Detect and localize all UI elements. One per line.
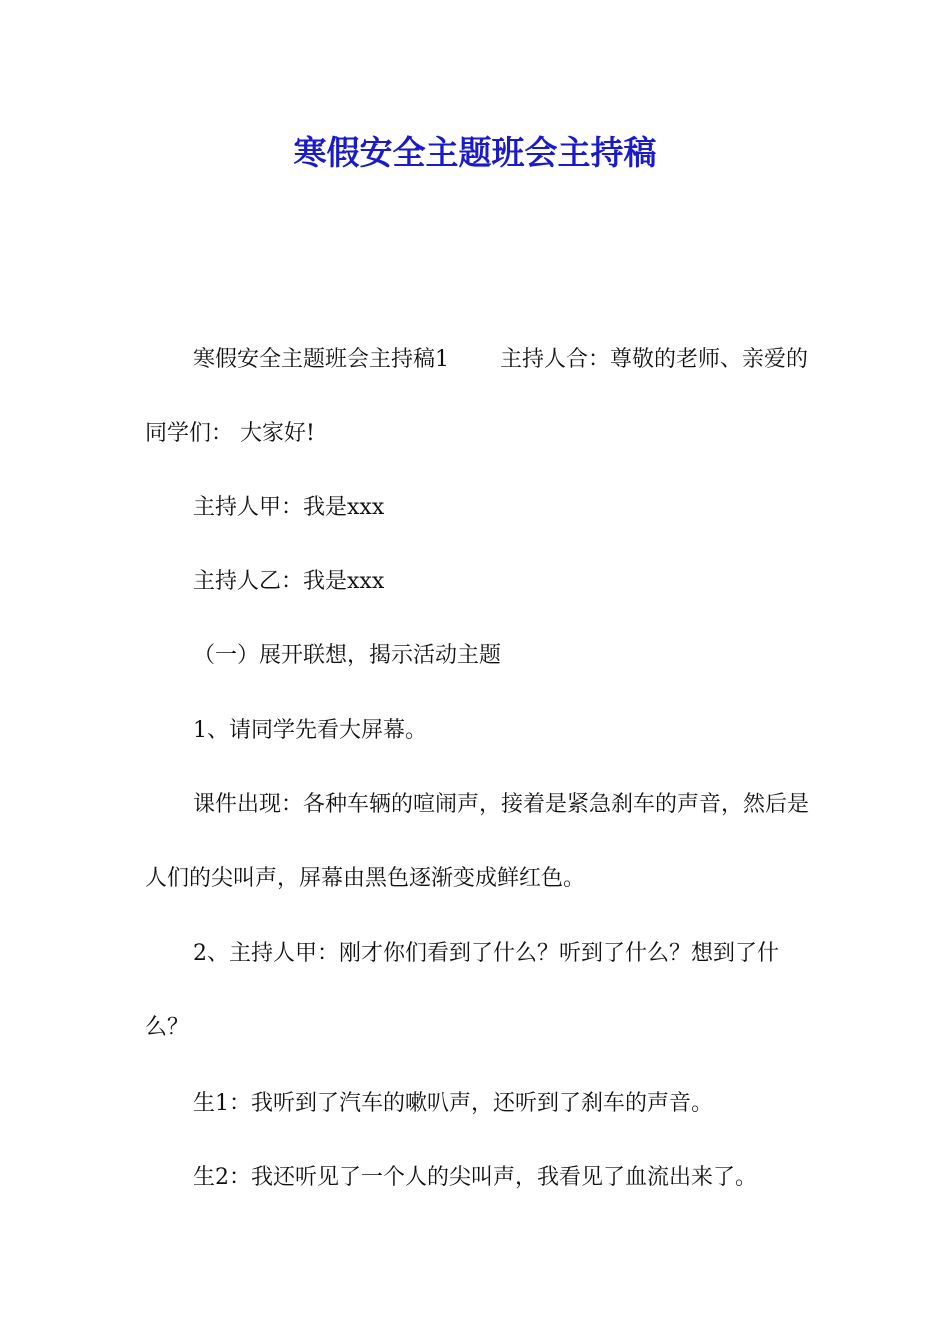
paragraph-step-one: 1、请同学先看大屏幕。: [193, 718, 427, 743]
paragraph-courseware: 课件出现：各种车辆的喧闹声，接着是紧急刹车的声音，然后是人们的尖叫声，屏幕由黑色逐渐变成鲜红色。: [145, 792, 810, 891]
document-title: 寒假安全主题班会主持稿: [293, 133, 657, 172]
paragraph-step-two: 2、主持人甲：刚才你们看到了什么？听到了什么？想到了什么？: [145, 941, 779, 1040]
paragraph-section-one: （一）展开联想，揭示活动主题: [193, 643, 502, 668]
paragraph-student-two: 生2：我还听见了一个人的尖叫声，我看见了血流出来了。: [193, 1165, 757, 1190]
paragraph-host-b: 主持人乙：我是xxx: [193, 569, 385, 594]
paragraph-opening: 寒假安全主题班会主持稿1 主持人合：尊敬的老师、亲爱的同学们： 大家好!: [145, 347, 808, 446]
paragraph-host-a: 主持人甲：我是xxx: [193, 495, 385, 520]
paragraph-student-one: 生1：我听到了汽车的嗽叭声，还听到了刹车的声音。: [193, 1091, 713, 1116]
